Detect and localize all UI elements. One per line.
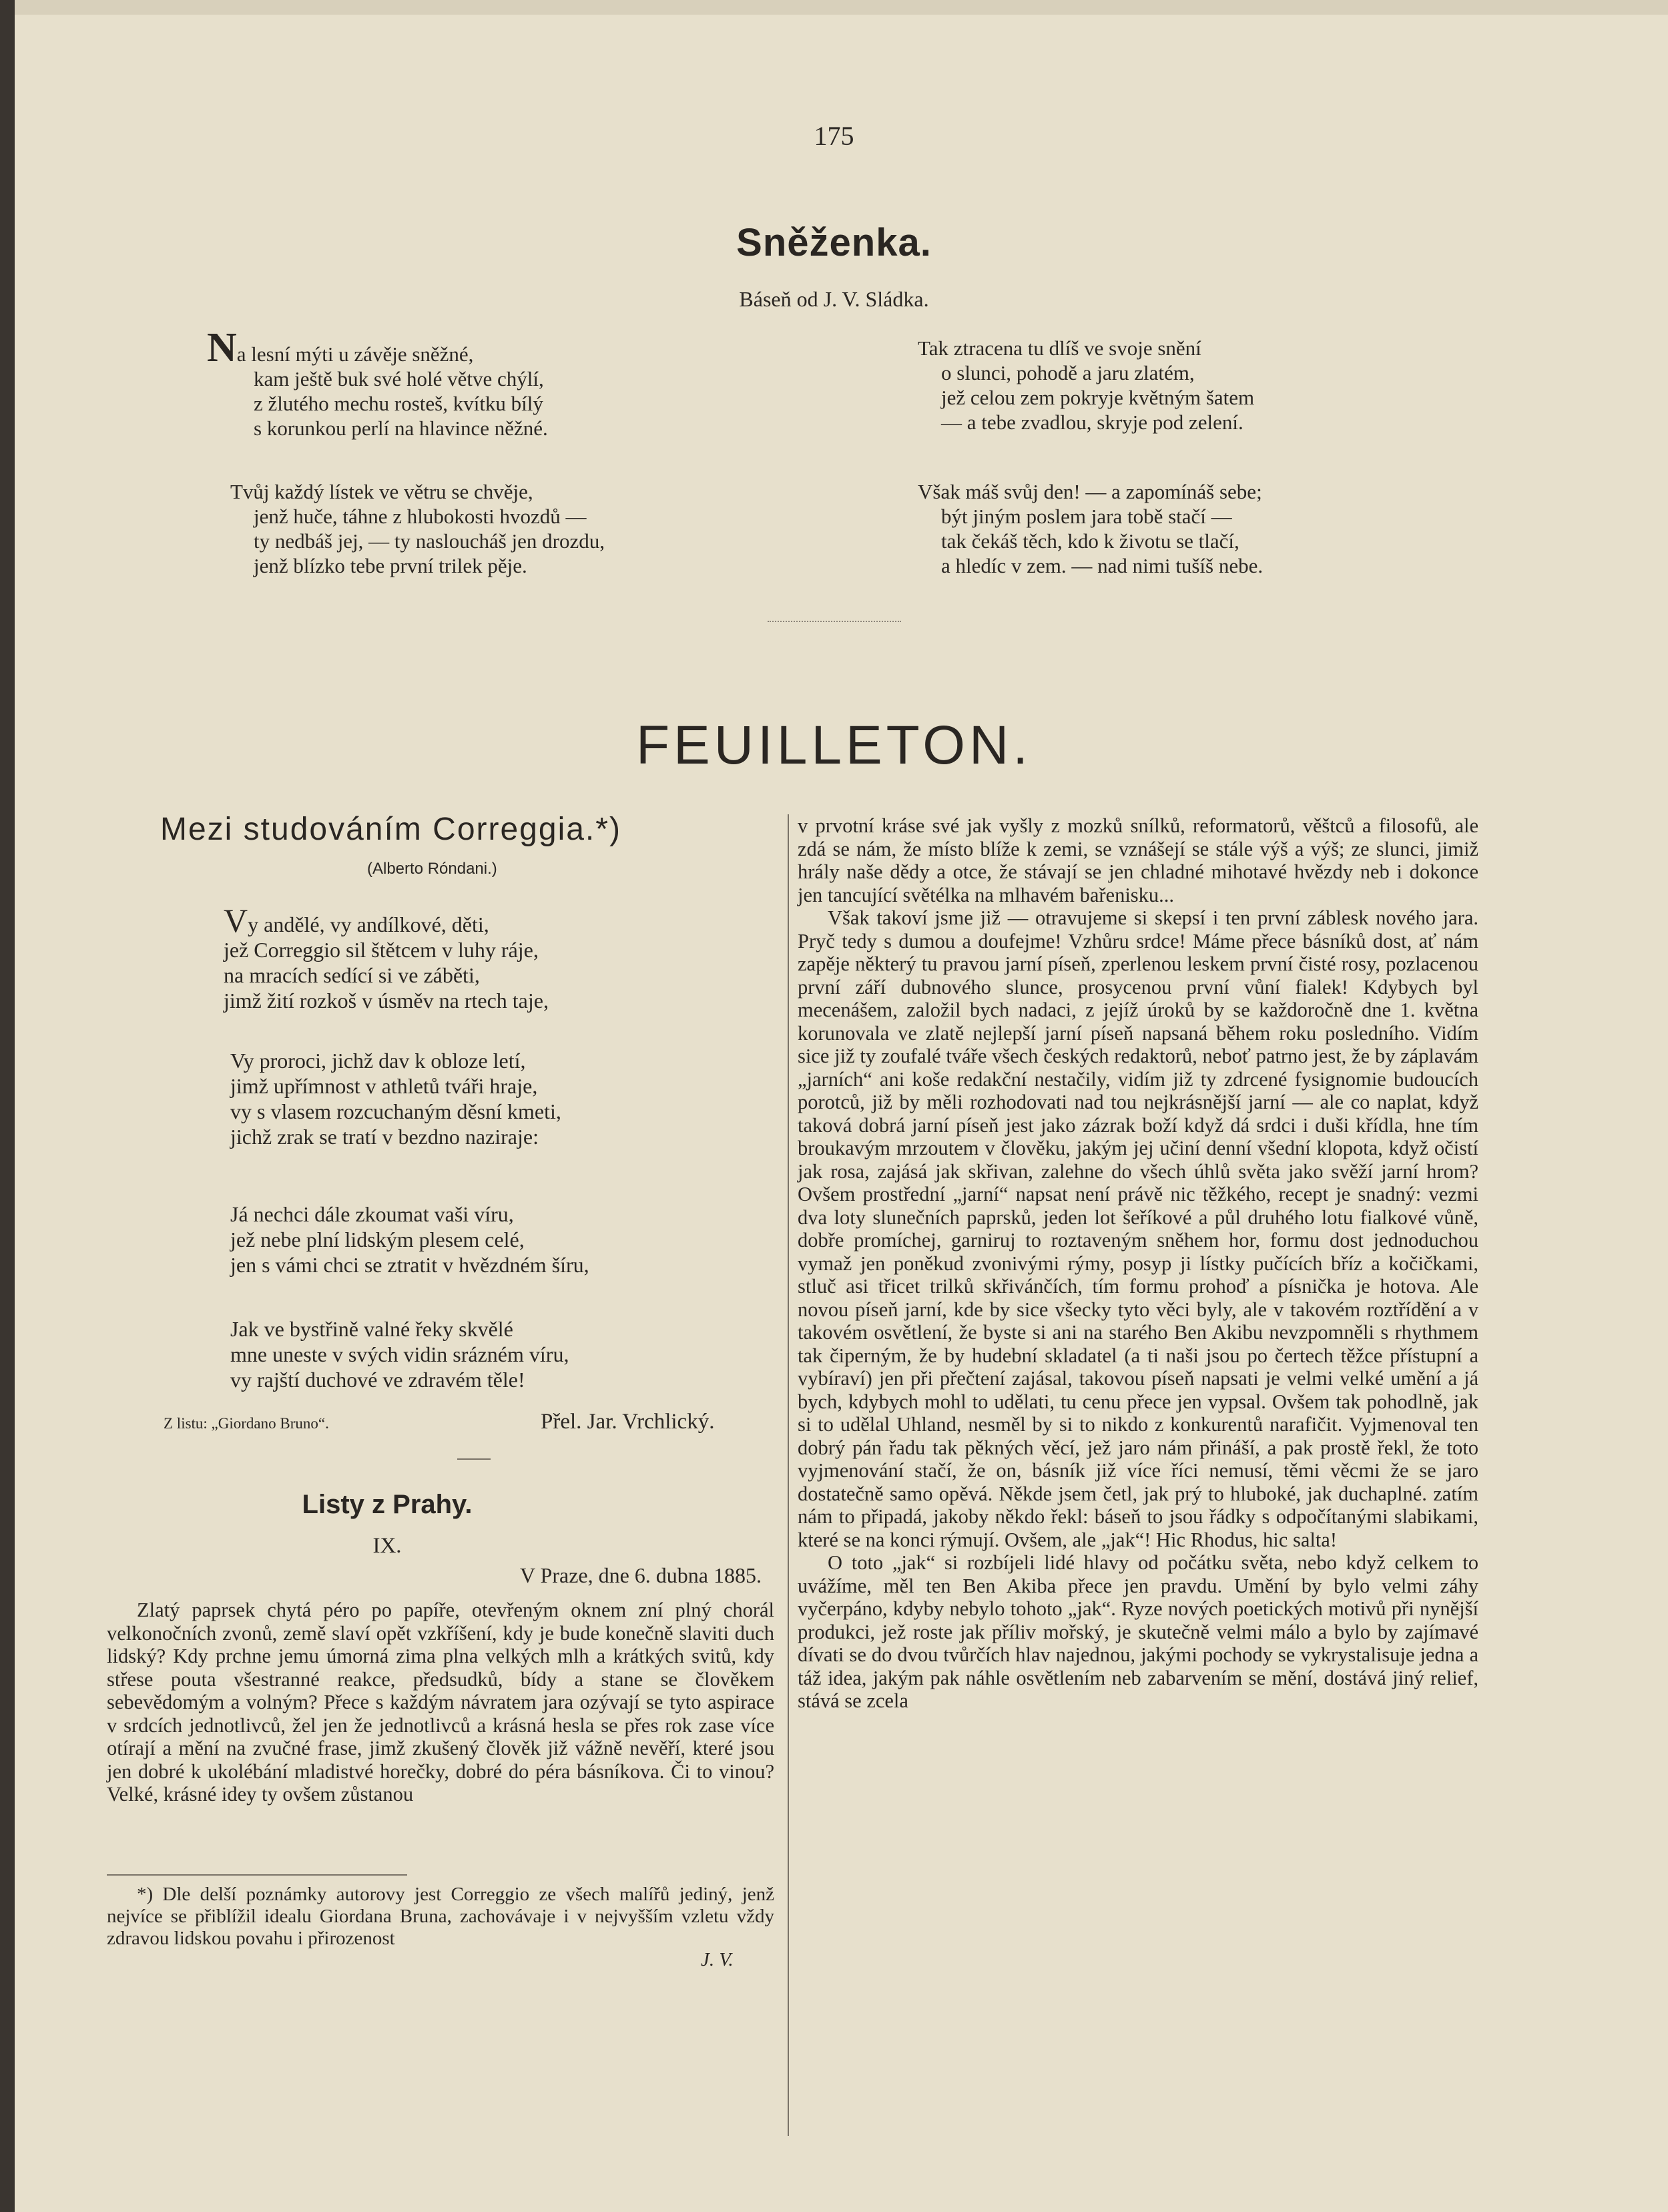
essay-translator: Přel. Jar. Vrchlický. bbox=[541, 1410, 715, 1434]
poem-line: a hledíc v zem. — nad nimi tušíš nebe. bbox=[941, 554, 1264, 577]
poem-line: kam ještě buk své holé větve chýlí, bbox=[254, 367, 544, 390]
essay-line: na mracích sedící si ve záběti, bbox=[224, 963, 480, 987]
poem-stanza-3 bbox=[918, 336, 1254, 435]
page-number: 175 bbox=[814, 121, 854, 151]
essay-line: jen s vámi chci se ztratit v hvězdném šíru, bbox=[230, 1253, 589, 1277]
poem-title: Sněženka. bbox=[736, 221, 932, 264]
poem-line: z žlutého mechu rosteš, kvítku bílý bbox=[254, 392, 543, 415]
essay-line: jichž zrak se tratí v bezdno naziraje: bbox=[230, 1125, 539, 1149]
page-binding-edge bbox=[0, 0, 15, 2212]
section-rule bbox=[457, 1458, 491, 1460]
poem-stanza-4 bbox=[918, 479, 1263, 578]
section-title: FEUILLETON. bbox=[635, 715, 1033, 776]
poem-line: být jiným poslem jara tobě stačí — bbox=[941, 505, 1232, 528]
page-top-edge bbox=[0, 0, 1668, 15]
essay-line: vy rajští duchové ve zdravém těle! bbox=[230, 1368, 525, 1392]
poem-line: jež celou zem pokryje květným šatem bbox=[941, 386, 1255, 409]
essay-stanza-3 bbox=[230, 1201, 589, 1278]
letters-body: Zlatý paprsek chytá péro po papíře, otevřeným oknem zní plný chorál velkonočních zvonů, země slaví opět vzkříšení, kdy je bude konečně slaviti duch lidský? Kdy prchne jemu úmorná zima plna velkých mlh a krátkých svitů, kdy střese pouta všestranné reakce, předsudků, bídy a stane se člověkem sebevědomým a volným? Přece s každým návratem jara ozývají se tyto aspirace v srdcích jednotlivců, žel jen že jednotlivců a krásná hesla se přes rok zase více otírají a mění na zvučné frase, jimž zkušený člověk již vážně nevěří, které jsou jen dobré k ukolébání mladistvé horečky, dobré do péra básníkova. Či to vinou? Velké, krásné idey ty ovšem zůstanou bbox=[107, 1599, 774, 1806]
poem-line: Tvůj každý lístek ve větru se chvěje, bbox=[230, 480, 533, 503]
poem-line: s korunkou perlí na hlavince něžné. bbox=[254, 417, 548, 440]
poem-line: o slunci, pohodě a jaru zlatém, bbox=[941, 361, 1195, 384]
right-paragraph: Však takoví jsme již — otravujeme si skepsí i ten první záblesk nového jara. Pryč tedy s dumou a doufejme! Vzhůru srdce! Máme přece básníků dost, ať nám zapěje některý tu pravou jarní píseň, zperlenou leskem první čisté rosy, pozlacenou první září dubnového slunce, prosycenou první vůní fialek! Kdybych byl mecenášem, založil bych nadaci, z jejíž úroků by se každoročně dne 1. května korunovala ve zlatě nejlepší jarní píseň napsaná během roku posledního. Vidím sice již ty zoufalé tváře všech českých redaktorů, neboť patrno jest, že by záplavám „jarních“ ani koše redakční nestačily, vidím již ty zdrcené fysignomie budoucích porotců, již by měli rozhodovati nad tou nejkrásnější jarní — ale co naplat, když taková dobrá jarní píseň jest jako zázrak boží když dá srdci i duši křídla, hne tím broukavým mrzoutem v člověku, jakým jej učiní denní všední klopota, když očistí jak rosa, zajásá jak skřivan, zalehne do všech úhlů světa jako svěží jarní hrom? Ovšem prostřední „jarní“ napsat není právě nic těžkého, recept je snadný: vezmi dva loty slunečních paprsků, jeden lot šeříkové a půl druhého lotu fialkové vůně, dobře promíchej, garniruj to roztaveným sněhem hor, formu dost jednoduchou vymaž jen poněkud zvonivými rýmy, posyp ji lístky pučících bříz a kočičkami, stluč asi třicet trilků skřivánčích, tím formu prohoď a písnička je hotova. Ale novou píseň jarní, kde by sice všecky tyto věci byly, ale v takovém roztřídění a v takovém osvětlení, že byste si ani na starého Ben Akibu nevzpomněli s rhythmem tak čiperným, že by hudební skladatel (a ti naši jsou po čertech těžce přístupní a vybíraví) jen při přečtení zajásal, takovou píseň napsati je velmi velké umění a já bych, kdybych mohl to udělati, tu cenu přece jen vypsal. Ovšem tak pohodlně, jak si to udělal Uhland, nesměl by si to nikdo z konkurentů narafičit. Vyjmenoval ten dobrý pán řadu tak pěkných věcí, jež jaro nám přináší, a pak prostě řekl, že toto vyjmenování stačí, že on, básník již více říci nemusí, těmi věcmi že se jaro dostatečně samo opěvá. Někde jsem četl, jak prý to hluboké, jak duchaplné. zatím nám to připadá, jakoby někdo řekl: báseň to jsou řádky s odpočítanými slabikami, které se na konci rýmují. Ovšem, ale „jak“! Hic Rhodus, hic salta! bbox=[798, 906, 1478, 1551]
essay-line: Já nechci dále zkoumat vaši víru, bbox=[230, 1202, 514, 1226]
essay-line: jimž žití rozkoš v úsměv na rtech taje, bbox=[224, 989, 549, 1013]
poem-stanza-1 bbox=[207, 325, 548, 441]
letters-number: IX. bbox=[372, 1534, 402, 1558]
essay-line: mne uneste v svých vidin srázném víru, bbox=[230, 1342, 569, 1366]
essay-line: Vy proroci, jichž dav k obloze letí, bbox=[230, 1049, 526, 1073]
footnote-text: *) Dle delší poznámky autorovy jest Correggio ze všech malířů jediný, jenž nejvíce se přiblížil idealu Giordana Bruna, zachovávaje i v nejvyšším vzletu vždy zdravou lidskou povahu i přirozenost bbox=[107, 1884, 774, 1949]
essay-line: jimž upřímnost v athletů tváři hraje, bbox=[230, 1074, 538, 1098]
section-ornament bbox=[768, 621, 901, 622]
essay-line: Vy andělé, vy andílkové, děti, bbox=[224, 902, 489, 939]
poem-line: Však máš svůj den! — a zapomínáš sebe; bbox=[918, 480, 1262, 503]
poem-line: jenž huče, táhne z hlubokosti hvozdů — bbox=[254, 505, 587, 528]
essay-source: Z listu: „Giordano Bruno“. bbox=[164, 1415, 329, 1432]
essay-line: jež Correggio sil štětcem v luhy ráje, bbox=[224, 938, 539, 962]
right-paragraph: O toto „jak“ si rozbíjeli lidé hlavy od počátku světa, nebo když celkem to uvážíme, měl ten Ben Akiba přece jen pravdu. Umění by bylo velmi záhy vyčerpáno, kdyby nebylo tohoto „jak“. Ryze nových poetických motivů při nynější produkci, jež roste jak příliv mořský, je skutečně velmi málo a bylo by zajímavé dívati se do dvou tvůrčích hlav najednou, jakými pochody se vykrystalisuje jedna a táž idea, jakým pak náhle osvětlením neb zabarvením se mění, dostává jiný relief, stává se zcela bbox=[798, 1551, 1478, 1712]
poem-stanza-2 bbox=[230, 479, 605, 578]
right-paragraph: v prvotní kráse své jak vyšly z mozků snílků, reformatorů, věštců a filosofů, ale zdá se nám, že místo blíže k zemi, se vznášejí se stále výš a výš; ze slunci, jimiž hrály naše dědy a otce, že stávají se jen chladné mihotavé hvězdy neb i dokonce jen tancující světélka na mlhavém bařenisku... bbox=[798, 814, 1478, 906]
poem-line: Tak ztracena tu dlíš ve svoje snění bbox=[918, 336, 1201, 360]
poem-line: — a tebe zvadlou, skryje pod zelení. bbox=[941, 410, 1243, 434]
column-divider bbox=[788, 814, 789, 2136]
footnote-signature: J. V. bbox=[701, 1949, 734, 1970]
right-column bbox=[798, 814, 1478, 1713]
essay-dropcap: V bbox=[224, 902, 248, 939]
poem-line: tak čekáš těch, kdo k životu se tlačí, bbox=[941, 529, 1239, 553]
letters-title: Listy z Prahy. bbox=[302, 1490, 473, 1519]
essay-line: vy s vlasem rozcuchaným děsní kmeti, bbox=[230, 1099, 561, 1123]
essay-author: (Alberto Róndani.) bbox=[367, 860, 497, 878]
essay-line: Jak ve bystřině valné řeky skvělé bbox=[230, 1317, 513, 1341]
poem-line: ty nedbáš jej, — ty nasloucháš jen drozdu, bbox=[254, 529, 605, 553]
poem-line: Na lesní mýti u závěje sněžné, bbox=[207, 325, 474, 370]
poem-dropcap: N bbox=[207, 325, 237, 370]
essay-title: Mezi studováním Correggia.*) bbox=[160, 812, 621, 847]
essay-stanza-1 bbox=[224, 902, 549, 1013]
footnote-rule bbox=[107, 1874, 407, 1876]
poem-line: jenž blízko tebe první trilek pěje. bbox=[254, 554, 527, 577]
essay-stanza-2 bbox=[230, 1048, 561, 1149]
letters-dateline: V Praze, dne 6. dubna 1885. bbox=[520, 1563, 762, 1587]
poem-byline: Báseň od J. V. Sládka. bbox=[739, 287, 929, 311]
essay-stanza-4 bbox=[230, 1316, 569, 1392]
essay-line: jež nebe plní lidským plesem celé, bbox=[230, 1227, 525, 1252]
